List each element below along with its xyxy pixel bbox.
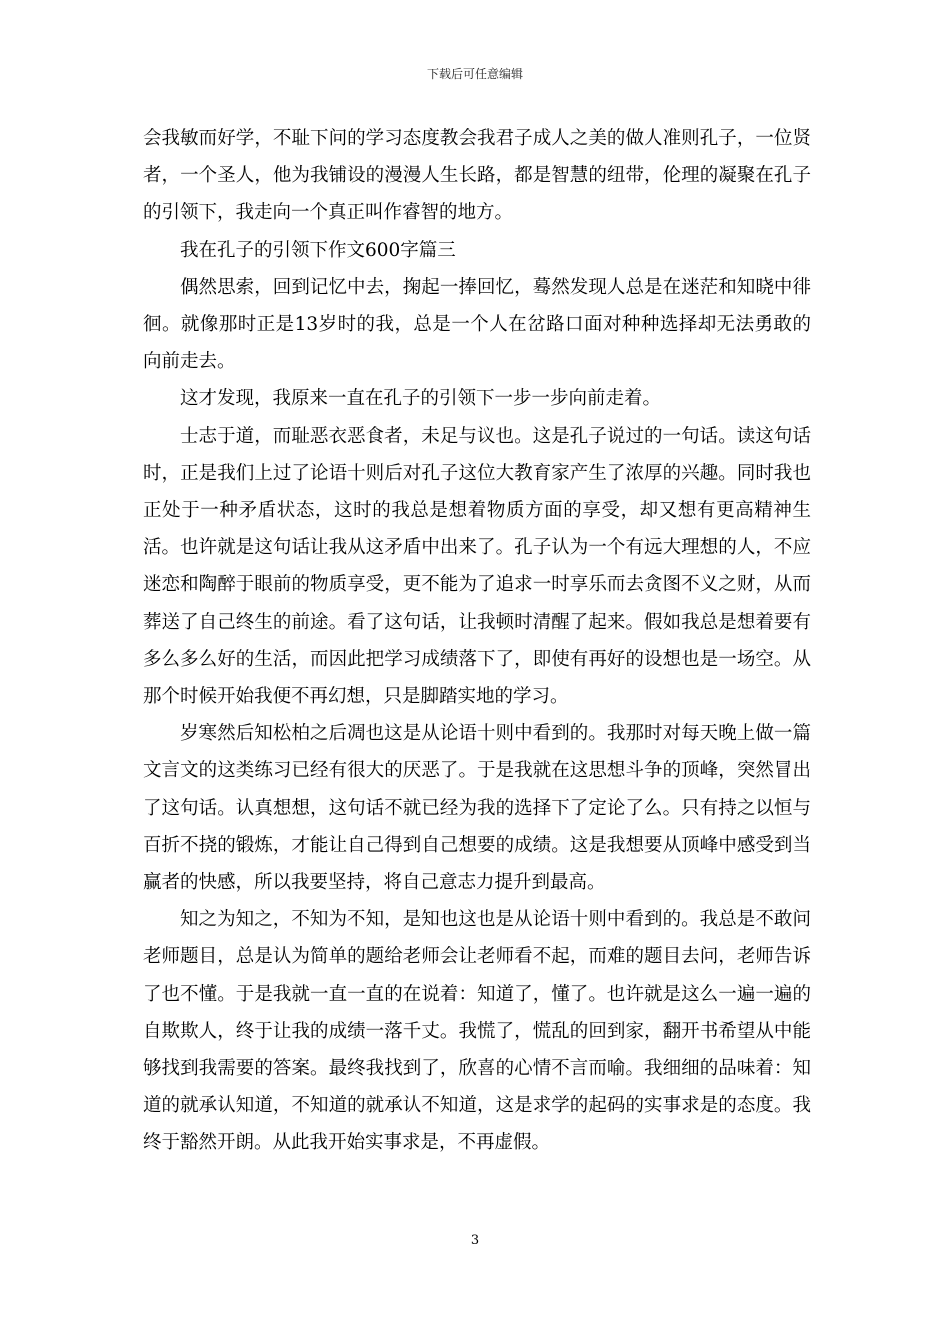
paragraph: 偶然思索，回到记忆中去，掬起一捧回忆，蓦然发现人总是在迷茫和知晓中徘徊。就像那时正是13岁时的我，总是一个人在岔路口面对种种选择却无法勇敢的向前走去。 — [143, 276, 811, 373]
page-header: 下载后可任意编辑 — [426, 67, 523, 81]
paragraph: 士志于道，而耻恶衣恶食者，未足与议也。这是孔子说过的一句话。读这句话时，正是我们上过了论语十则后对孔子这位大教育家产生了浓厚的兴趣。同时我也正处于一种矛盾状态，这时的我总是想着物质方面的享受，却又想有更高精神生活。也许就是这句话让我从这矛盾中出来了。孔子认为一个有远大理想的人，不应迷恋和陶醉于眼前的物质享受，更不能为了追求一时享乐而去贪图不义之财，从而葬送了自己终生的前途。看了这句话，让我顿时清醒了起来。假如我总是想着要有多么多么好的生活，而因此把学习成绩落下了，即使有再好的设想也是一场空。从那个时候开始我便不再幻想，只是脚踏实地的学习。 — [143, 425, 811, 708]
document-body — [143, 120, 811, 1162]
page-number: 3 — [470, 1233, 480, 1248]
paragraph: 知之为知之，不知为不知，是知也这也是从论语十则中看到的。我总是不敢问老师题目，总是认为简单的题给老师会让老师看不起，而难的题目去问，老师告诉了也不懂。于是我就一直一直的在说着：知道了，懂了。也许就是这么一遍一遍的自欺欺人，终于让我的成绩一落千丈。我慌了，慌乱的回到家，翻开书希望从中能够找到我需要的答案。最终我找到了，欣喜的心情不言而喻。我细细的品味着：知道的就承认知道，不知道的就承认不知道，这是求学的起码的实事求是的态度。我终于豁然开朗。从此我开始实事求是，不再虚假。 — [143, 909, 811, 1154]
section-heading: 我在孔子的引领下作文600字篇三 — [180, 239, 456, 261]
paragraph: 会我敏而好学，不耻下问的学习态度教会我君子成人之美的做人准则孔子，一位贤者，一个圣人，他为我铺设的漫漫人生长路，都是智慧的纽带，伦理的凝聚在孔子的引领下，我走向一个真正叫作睿智的地方。 — [143, 128, 811, 224]
paragraph: 这才发现，我原来一直在孔子的引领下一步一步向前走着。 — [180, 388, 662, 410]
paragraph: 岁寒然后知松柏之后凋也这是从论语十则中看到的。我那时对每天晚上做一篇文言文的这类练习已经有很大的厌恶了。于是我就在这思想斗争的顶峰，突然冒出了这句话。认真想想，这句话不就已经为我的选择下了定论了么。只有持之以恒与百折不挠的锻炼，才能让自己得到自己想要的成绩。这是我想要从顶峰中感受到当赢者的快感，所以我要坚持，将自己意志力提升到最高。 — [143, 723, 811, 894]
